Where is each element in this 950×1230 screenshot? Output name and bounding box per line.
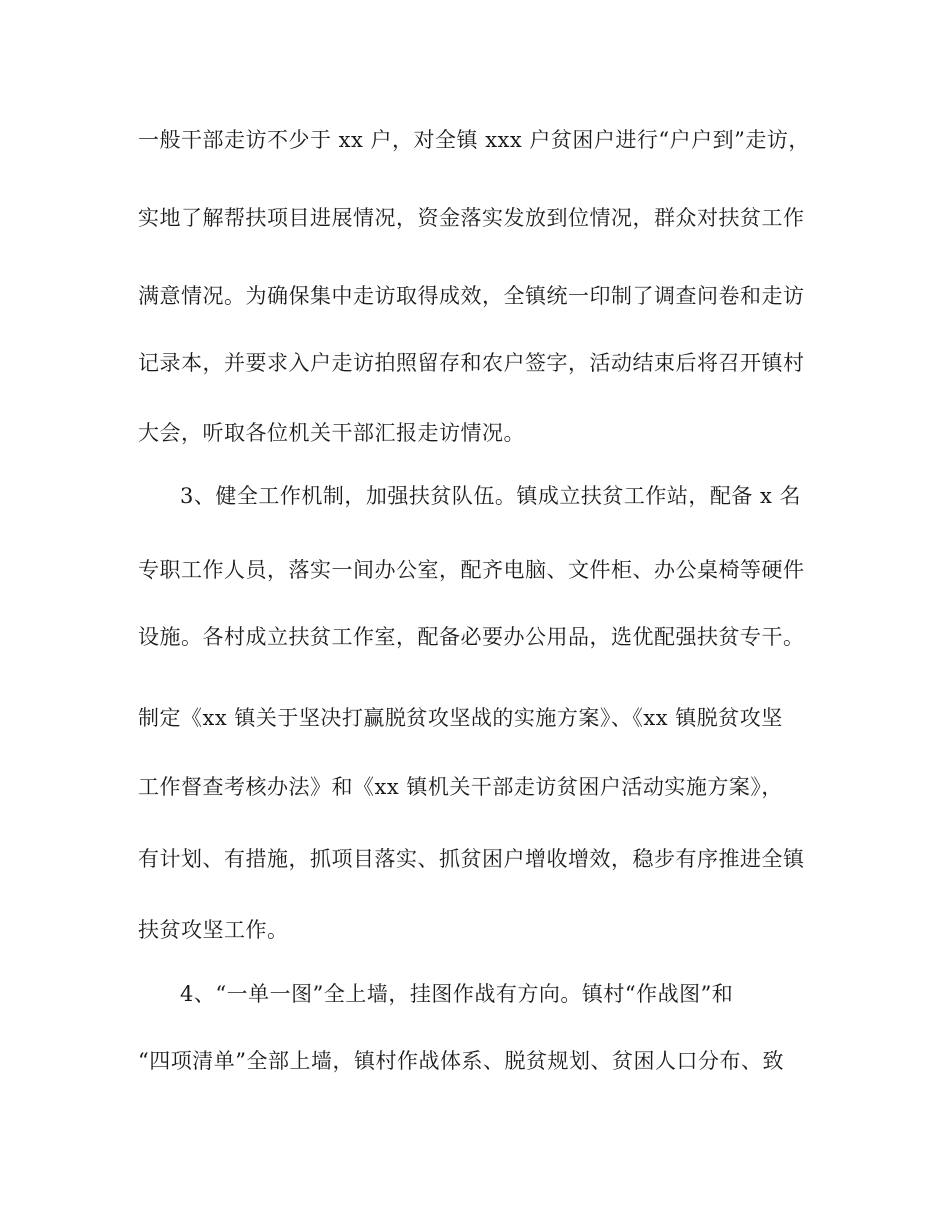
text-line: 扶贫攻坚工作。 xyxy=(138,918,289,942)
paragraph-4-first-line: 4、“一单一图”全上墙，挂图作战有方向。镇村“作战图”和 xyxy=(180,982,734,1006)
text-line: 有计划、有措施，抓项目落实、抓贫困户增收增效，稳步有序推进全镇 xyxy=(138,847,805,871)
text-line: 记录本，并要求入户走访拍照留存和农户签字，活动结束后将召开镇村 xyxy=(138,351,805,375)
paragraph-3-first-line: 3、健全工作机制，加强扶贫队伍。镇成立扶贫工作站，配备 x 名 xyxy=(180,484,802,508)
text-line: 制定《xx 镇关于坚决打赢脱贫攻坚战的实施方案》、《xx 镇脱贫攻坚 xyxy=(138,706,783,730)
text-line: 满意情况。为确保集中走访取得成效，全镇统一印制了调查问卷和走访 xyxy=(138,284,805,308)
text-line: 实地了解帮扶项目进展情况，资金落实发放到位情况，群众对扶贫工作 xyxy=(138,206,805,230)
text-line: “四项清单”全部上墙，镇村作战体系、脱贫规划、贫困人口分布、致 xyxy=(138,1049,784,1073)
text-line: 工作督查考核办法》和《xx 镇机关干部走访贫困户活动实施方案》， xyxy=(138,775,783,799)
text-line: 大会，听取各位机关干部汇报走访情况。 xyxy=(138,421,525,445)
text-line: 一般干部走访不少于 xx 户，对全镇 xxx 户贫困户进行“户户到”走访， xyxy=(138,128,810,152)
text-line: 专职工作人员，落实一间办公室，配齐电脑、文件柜、办公桌椅等硬件 xyxy=(138,558,805,582)
text-line: 设施。各村成立扶贫工作室，配备必要办公用品，选优配强扶贫专干。 xyxy=(138,625,805,649)
